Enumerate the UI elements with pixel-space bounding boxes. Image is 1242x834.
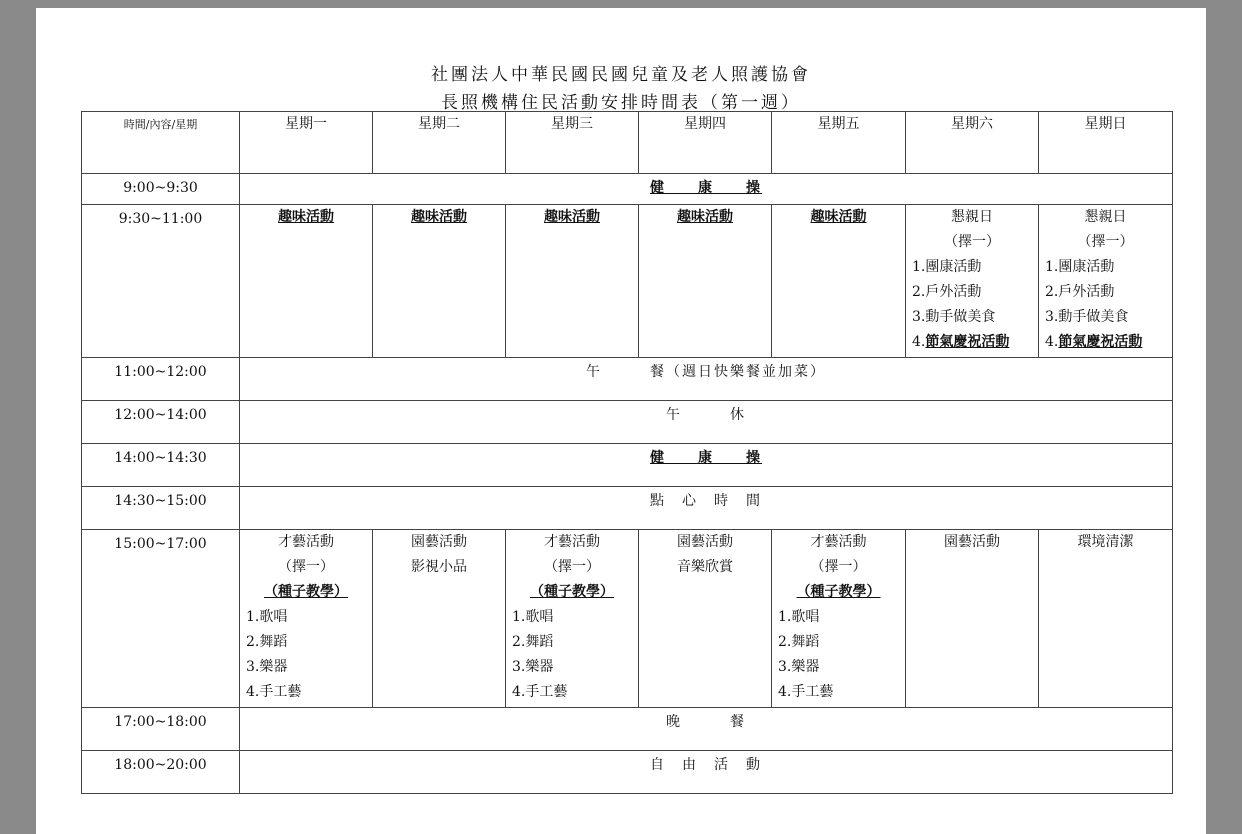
family-day-title: 懇親日: [951, 209, 993, 225]
time-cell: 9:30~11:00: [82, 205, 240, 358]
list-item: 3.動手做美食: [912, 309, 996, 325]
time-cell: 17:00~18:00: [82, 708, 240, 751]
document-page: [36, 8, 1206, 834]
gardening-video: 園藝活動 影視小品: [373, 530, 506, 708]
day-header: 星期日: [1039, 112, 1173, 174]
list-item: 4.節氣慶祝活動: [912, 334, 1010, 350]
time-cell: 14:30~15:00: [82, 487, 240, 530]
day-header: 星期二: [373, 112, 506, 174]
list-item: 1.歌唱: [246, 609, 288, 625]
talent-activity: 才藝活動 （擇一） （種子教學） 1.歌唱 2.舞蹈 3.樂器 4.手工藝: [240, 530, 373, 708]
gardening-music: 園藝活動 音樂欣賞: [639, 530, 772, 708]
choose-one: （擇一）: [1077, 234, 1134, 250]
list-item: 2.戶外活動: [1045, 284, 1115, 300]
list-item: 1.團康活動: [1045, 259, 1115, 275]
list-item: 1.團康活動: [912, 259, 982, 275]
fun-activity: 趣味活動: [677, 209, 733, 225]
list-item: 2.舞蹈: [778, 634, 820, 650]
free-activity: 自 由 活 動: [240, 751, 1173, 794]
list-item: 2.舞蹈: [246, 634, 288, 650]
time-cell: 9:00~9:30: [82, 174, 240, 205]
fun-activity: 趣味活動: [411, 209, 467, 225]
list-item: 1.歌唱: [778, 609, 820, 625]
family-day-sat: [906, 205, 1039, 358]
list-item: 3.樂器: [778, 659, 820, 675]
list-item: 2.戶外活動: [912, 284, 982, 300]
list-item: 4.手工藝: [246, 684, 302, 700]
table-row: [82, 174, 1173, 205]
table-row: [82, 708, 1173, 751]
cleaning: 環境清潔: [1039, 530, 1173, 708]
list-item: 4.節氣慶祝活動: [1045, 334, 1143, 350]
table-row: [82, 205, 1173, 358]
org-title: 社團法人中華民國民國兒童及老人照護協會: [431, 65, 811, 85]
list-item: 1.歌唱: [512, 609, 554, 625]
morning-exercise: 健 康 操: [240, 174, 1173, 205]
talent-activity: 才藝活動 （擇一） （種子教學） 1.歌唱 2.舞蹈 3.樂器 4.手工藝: [772, 530, 906, 708]
list-item: 3.動手做美食: [1045, 309, 1129, 325]
schedule-title: 長照機構住民活動安排時間表（第一週）: [441, 93, 801, 113]
time-cell: 11:00~12:00: [82, 358, 240, 401]
day-header: 星期三: [506, 112, 639, 174]
fun-activity: 趣味活動: [278, 209, 334, 225]
table-row: [82, 401, 1173, 444]
family-day-title: 懇親日: [1084, 209, 1127, 225]
snack-time: 點 心 時 間: [240, 487, 1173, 530]
header-row: [82, 112, 1173, 174]
lunch: 午 餐（週日快樂餐並加菜）: [240, 358, 1173, 401]
table-row: [82, 358, 1173, 401]
day-header: 星期六: [906, 112, 1039, 174]
family-day-sun: [1039, 205, 1173, 358]
day-header: 星期一: [240, 112, 373, 174]
list-item: 3.樂器: [512, 659, 554, 675]
schedule-table: [81, 111, 1173, 794]
table-row: [82, 530, 1173, 708]
choose-one: （擇一）: [944, 234, 1000, 250]
list-item: 4.手工藝: [778, 684, 834, 700]
list-item: 3.樂器: [246, 659, 288, 675]
table-row: [82, 487, 1173, 530]
dinner: 晚 餐: [240, 708, 1173, 751]
talent-activity: 才藝活動 （擇一） （種子教學） 1.歌唱 2.舞蹈 3.樂器 4.手工藝: [506, 530, 639, 708]
time-cell: 15:00~17:00: [82, 530, 240, 708]
time-cell: 18:00~20:00: [82, 751, 240, 794]
list-item: 4.手工藝: [512, 684, 568, 700]
day-header: 星期五: [772, 112, 906, 174]
fun-activity: 趣味活動: [810, 209, 867, 225]
fun-activity: 趣味活動: [544, 209, 600, 225]
nap: 午 休: [240, 401, 1173, 444]
corner-header: 時間/內容/星期: [82, 112, 240, 174]
table-row: [82, 444, 1173, 487]
gardening: 園藝活動: [906, 530, 1039, 708]
afternoon-exercise: 健 康 操: [240, 444, 1173, 487]
day-header: 星期四: [639, 112, 772, 174]
time-cell: 12:00~14:00: [82, 401, 240, 444]
table-row: [82, 751, 1173, 794]
list-item: 2.舞蹈: [512, 634, 554, 650]
time-cell: 14:00~14:30: [82, 444, 240, 487]
